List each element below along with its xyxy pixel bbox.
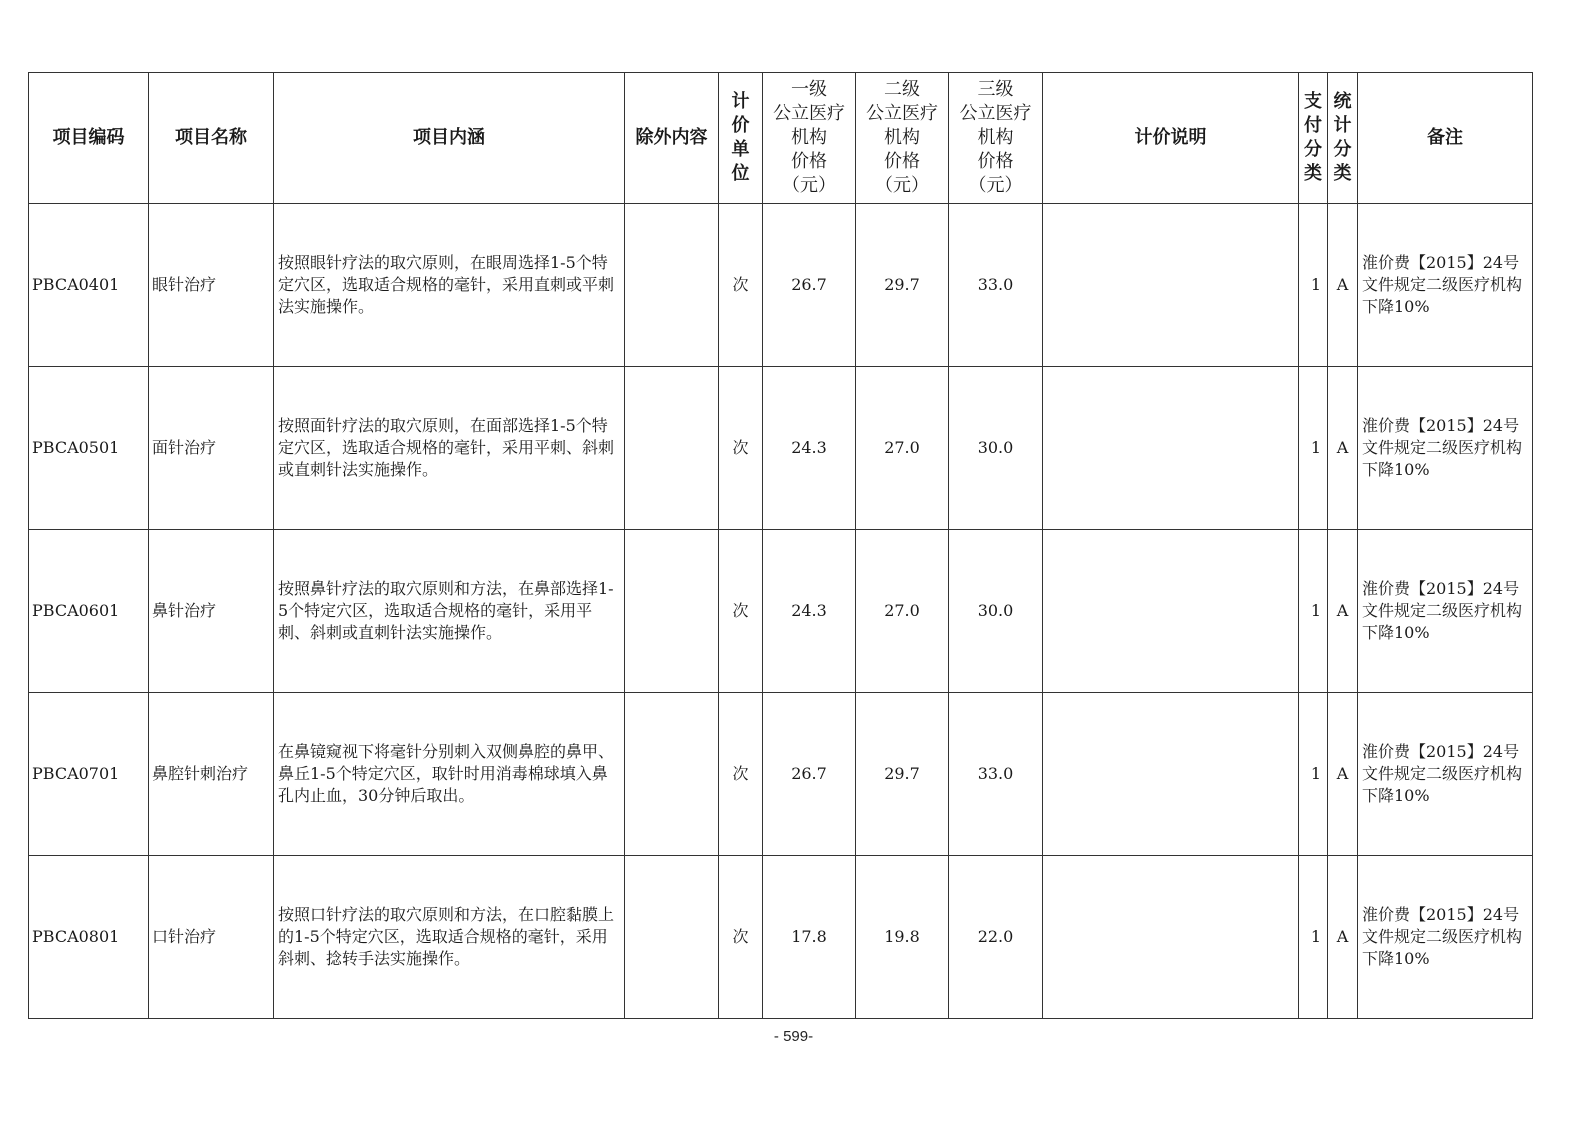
price-table [28, 72, 1533, 1019]
header-level2-line: 二级 [884, 79, 920, 100]
cell-content: 按照面针疗法的取穴原则，在面部选择1-5个特定穴区，选取适合规格的毫针，采用平刺、斜刺或直刺针法实施操作。 [274, 367, 625, 530]
cell-name: 口针治疗 [149, 856, 274, 1019]
cell-unit: 次 [719, 530, 763, 693]
header-level1-line: 公立医疗 [773, 103, 845, 124]
cell-excluded [625, 530, 719, 693]
header-level3-line: （元） [968, 175, 1023, 196]
cell-name: 鼻腔针刺治疗 [149, 693, 274, 856]
table-row [29, 204, 1533, 367]
header-payment-line: 分 [1304, 139, 1322, 160]
cell-level3-price: 33.0 [949, 693, 1043, 856]
cell-code: PBCA0401 [29, 204, 149, 367]
cell-unit: 次 [719, 204, 763, 367]
header-content: 项目内涵 [274, 73, 625, 204]
header-stat-line: 分 [1333, 139, 1352, 160]
header-excluded: 除外内容 [625, 73, 719, 204]
header-stat-line: 统 [1333, 91, 1352, 112]
cell-level3-price: 30.0 [949, 367, 1043, 530]
header-level3-price [949, 73, 1043, 204]
table-row [29, 856, 1533, 1019]
cell-stat-class: A [1328, 530, 1358, 693]
header-level2-line: 公立医疗 [866, 103, 938, 124]
cell-content: 按照眼针疗法的取穴原则，在眼周选择1-5个特定穴区，选取适合规格的毫针，采用直刺或平刺法实施操作。 [274, 204, 625, 367]
header-remarks: 备注 [1358, 73, 1533, 204]
cell-unit: 次 [719, 693, 763, 856]
header-level3-line: 公立医疗 [959, 103, 1032, 124]
cell-name: 鼻针治疗 [149, 530, 274, 693]
cell-remarks: 淮价费【2015】24号文件规定二级医疗机构下降10% [1358, 530, 1533, 693]
header-unit-line: 价 [731, 115, 750, 136]
table-row [29, 367, 1533, 530]
header-pricing-note: 计价说明 [1043, 73, 1299, 204]
header-payment-class [1299, 73, 1328, 204]
cell-level1-price: 24.3 [763, 367, 856, 530]
header-unit-line: 位 [731, 163, 750, 184]
cell-level1-price: 17.8 [763, 856, 856, 1019]
cell-level3-price: 33.0 [949, 204, 1043, 367]
header-level1-price [763, 73, 856, 204]
cell-level2-price: 29.7 [856, 693, 949, 856]
header-level1-line: 一级 [791, 79, 827, 100]
cell-name: 眼针治疗 [149, 204, 274, 367]
cell-code: PBCA0501 [29, 367, 149, 530]
cell-remarks: 淮价费【2015】24号文件规定二级医疗机构下降10% [1358, 367, 1533, 530]
header-payment-line: 支 [1304, 91, 1322, 112]
header-unit-line: 计 [731, 91, 750, 112]
cell-content: 按照口针疗法的取穴原则和方法，在口腔黏膜上的1-5个特定穴区，选取适合规格的毫针，采用斜刺、捻转手法实施操作。 [274, 856, 625, 1019]
cell-excluded [625, 693, 719, 856]
cell-stat-class: A [1328, 693, 1358, 856]
cell-name: 面针治疗 [149, 367, 274, 530]
cell-excluded [625, 367, 719, 530]
cell-pricing-note [1043, 367, 1299, 530]
header-payment-line: 类 [1304, 163, 1322, 184]
header-name: 项目名称 [149, 73, 274, 204]
header-unit-line: 单 [731, 139, 750, 160]
header-level2-line: 价格 [884, 151, 920, 172]
cell-level2-price: 29.7 [856, 204, 949, 367]
cell-pricing-note [1043, 204, 1299, 367]
cell-code: PBCA0601 [29, 530, 149, 693]
cell-unit: 次 [719, 856, 763, 1019]
cell-code: PBCA0801 [29, 856, 149, 1019]
cell-level3-price: 22.0 [949, 856, 1043, 1019]
page-number: - 599- [773, 1028, 814, 1045]
cell-level1-price: 24.3 [763, 530, 856, 693]
header-payment-line: 付 [1304, 115, 1322, 136]
cell-payment-class: 1 [1299, 693, 1328, 856]
header-level2-line: （元） [875, 175, 929, 196]
header-level1-line: （元） [782, 175, 836, 196]
cell-payment-class: 1 [1299, 530, 1328, 693]
header-unit [719, 73, 763, 204]
cell-level2-price: 27.0 [856, 367, 949, 530]
cell-level1-price: 26.7 [763, 204, 856, 367]
header-level3-line: 机构 [977, 127, 1014, 148]
cell-pricing-note [1043, 693, 1299, 856]
header-code: 项目编码 [29, 73, 149, 204]
cell-stat-class: A [1328, 367, 1358, 530]
header-row [29, 73, 1533, 204]
header-level1-line: 机构 [791, 127, 827, 148]
cell-level2-price: 19.8 [856, 856, 949, 1019]
header-level2-price [856, 73, 949, 204]
cell-code: PBCA0701 [29, 693, 149, 856]
cell-pricing-note [1043, 856, 1299, 1019]
header-stat-class [1328, 73, 1358, 204]
cell-level2-price: 27.0 [856, 530, 949, 693]
header-level3-line: 三级 [977, 79, 1014, 100]
cell-excluded [625, 204, 719, 367]
cell-payment-class: 1 [1299, 204, 1328, 367]
cell-excluded [625, 856, 719, 1019]
header-level1-line: 价格 [791, 151, 827, 172]
cell-payment-class: 1 [1299, 856, 1328, 1019]
cell-stat-class: A [1328, 204, 1358, 367]
cell-payment-class: 1 [1299, 367, 1328, 530]
cell-remarks: 淮价费【2015】24号文件规定二级医疗机构下降10% [1358, 693, 1533, 856]
cell-level3-price: 30.0 [949, 530, 1043, 693]
cell-content: 按照鼻针疗法的取穴原则和方法，在鼻部选择1-5个特定穴区，选取适合规格的毫针，采用平刺、斜刺或直刺针法实施操作。 [274, 530, 625, 693]
cell-remarks: 淮价费【2015】24号文件规定二级医疗机构下降10% [1358, 856, 1533, 1019]
cell-level1-price: 26.7 [763, 693, 856, 856]
header-stat-line: 类 [1333, 163, 1352, 184]
cell-unit: 次 [719, 367, 763, 530]
cell-remarks: 淮价费【2015】24号文件规定二级医疗机构下降10% [1358, 204, 1533, 367]
header-stat-line: 计 [1333, 115, 1352, 136]
cell-stat-class: A [1328, 856, 1358, 1019]
cell-content: 在鼻镜窥视下将毫针分别刺入双侧鼻腔的鼻甲、鼻丘1-5个特定穴区，取针时用消毒棉球填入鼻孔内止血，30分钟后取出。 [274, 693, 625, 856]
header-level2-line: 机构 [884, 127, 920, 148]
cell-pricing-note [1043, 530, 1299, 693]
table-row [29, 693, 1533, 856]
table-row [29, 530, 1533, 693]
header-level3-line: 价格 [977, 151, 1014, 172]
